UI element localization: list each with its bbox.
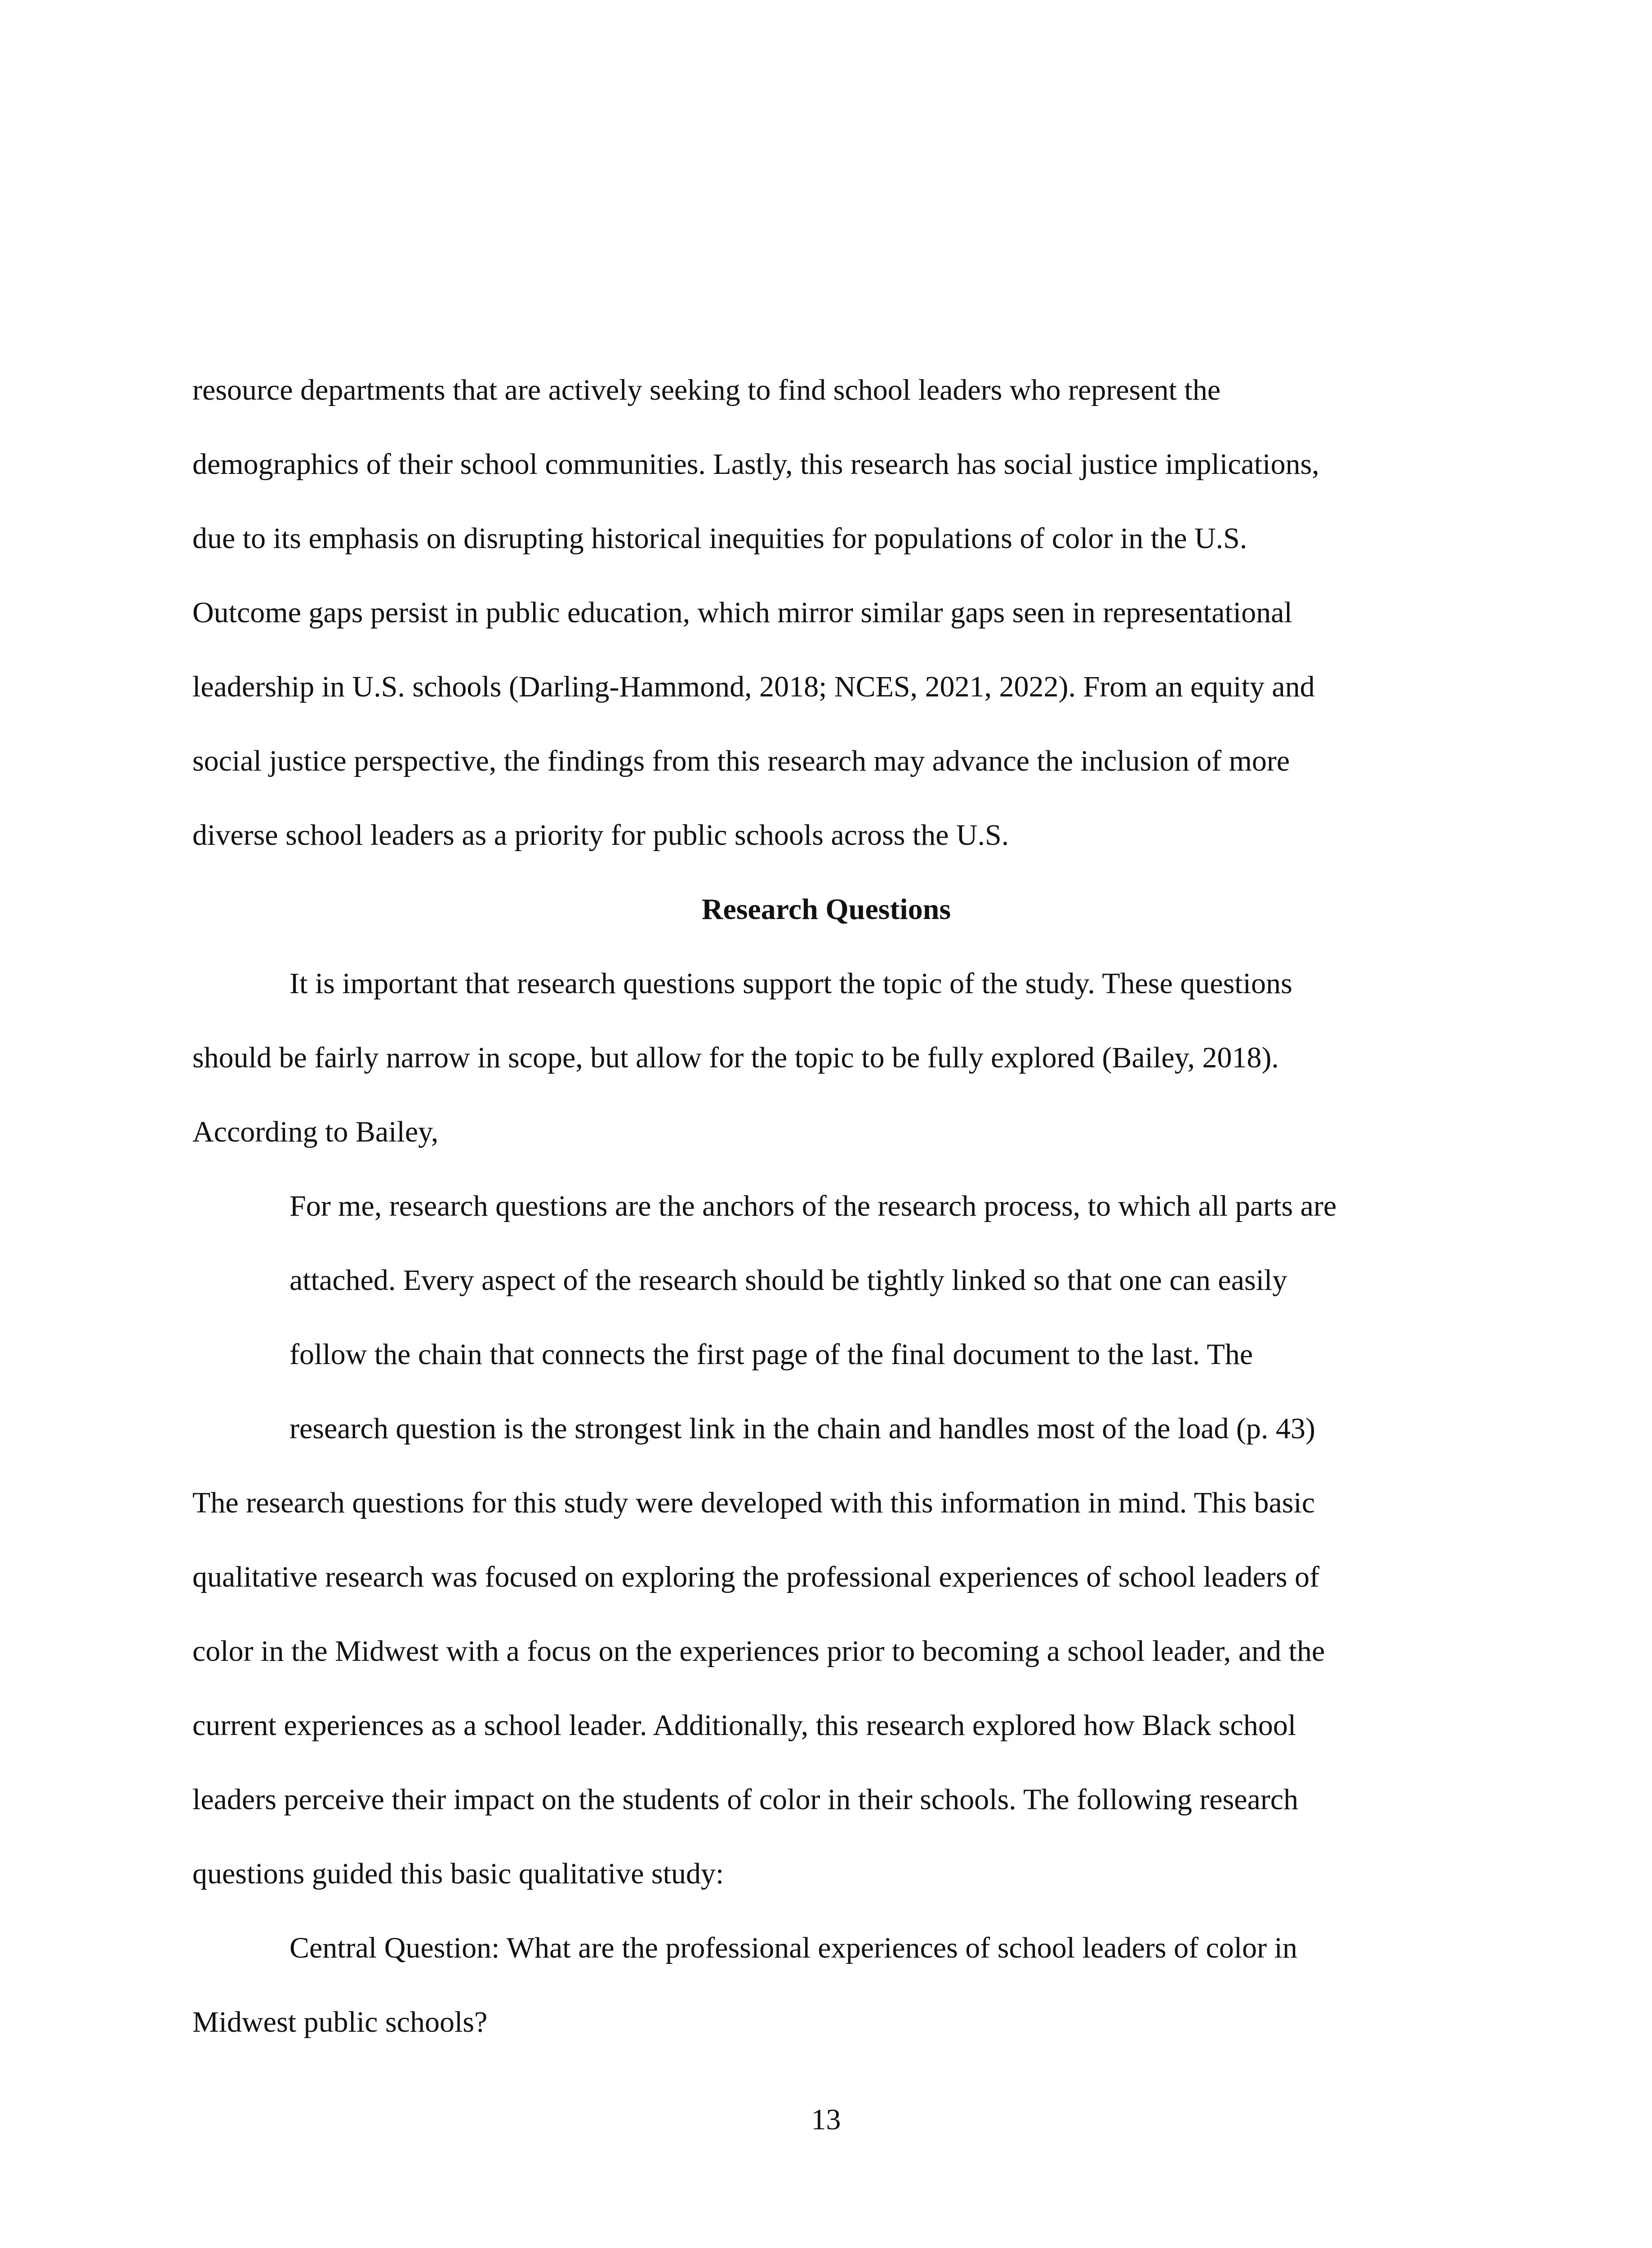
block-quote-line: attached. Every aspect of the research should be tightly linked so that one can easily [289, 1264, 1287, 1297]
paragraph-line: color in the Midwest with a focus on the experiences prior to becoming a school leader, and the [192, 1635, 1325, 1668]
paragraph-line: resource departments that are actively seeking to find school leaders who represent the [192, 374, 1221, 406]
central-question-line: Central Question: What are the professional experiences of school leaders of color in [289, 1931, 1298, 1964]
paragraph-line: According to Bailey, [192, 1115, 439, 1148]
paragraph-line: social justice perspective, the findings from this research may advance the inclusion of more [192, 745, 1290, 777]
paragraph-line: qualitative research was focused on exploring the professional experiences of school leaders of [192, 1561, 1320, 1593]
section-heading: Research Questions [701, 893, 951, 926]
paragraph-line: leaders perceive their impact on the students of color in their schools. The following research [192, 1783, 1299, 1816]
block-quote-line: follow the chain that connects the first page of the final document to the last. The [289, 1338, 1253, 1371]
paragraph-line: Outcome gaps persist in public education, which mirror similar gaps seen in representational [192, 596, 1292, 629]
block-quote-line: research question is the strongest link in the chain and handles most of the load (p. 43) [289, 1412, 1315, 1445]
central-question-line: Midwest public schools? [192, 2006, 488, 2038]
paragraph-line: should be fairly narrow in scope, but allow for the topic to be fully explored (Bailey, 2018). [192, 1041, 1279, 1074]
paragraph-line: It is important that research questions support the topic of the study. These questions [289, 967, 1292, 1000]
paragraph-line: leadership in U.S. schools (Darling-Hammond, 2018; NCES, 2021, 2022). From an equity and [192, 670, 1315, 703]
paragraph-line: diverse school leaders as a priority for public schools across the U.S. [192, 819, 1009, 852]
paragraph-line: current experiences as a school leader. Additionally, this research explored how Black school [192, 1709, 1296, 1742]
paragraph-line: The research questions for this study were developed with this information in mind. This basic [192, 1486, 1315, 1519]
paragraph-line: demographics of their school communities. Lastly, this research has social justice implications, [192, 448, 1319, 481]
page-number: 13 [811, 2103, 841, 2136]
paragraph-line: due to its emphasis on disrupting historical inequities for populations of color in the U.S. [192, 522, 1247, 555]
paragraph-line: questions guided this basic qualitative study: [192, 1857, 724, 1890]
block-quote-line: For me, research questions are the anchors of the research process, to which all parts are [289, 1190, 1337, 1222]
page-body [192, 353, 1460, 2059]
